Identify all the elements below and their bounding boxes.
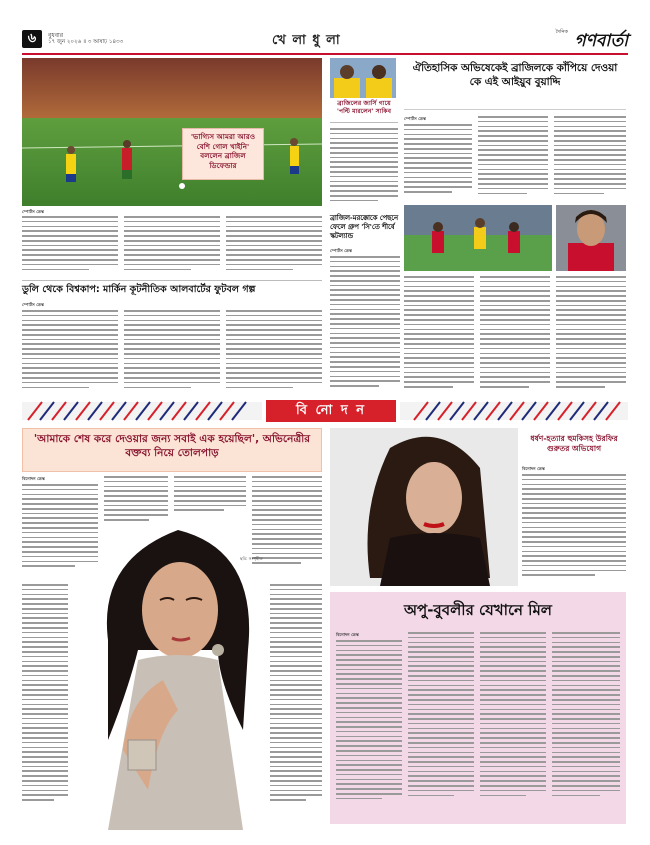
diplomat-headline: ডুলি থেকে বিশ্বকাপ: মার্কিন কূটনীতিক আলবার্টের ফুটবল গল্প xyxy=(22,284,256,295)
actress-byline: বিনোদন ডেস্ক xyxy=(22,476,45,481)
opu-bubli-box xyxy=(330,592,626,824)
sakib-photo xyxy=(330,58,396,98)
sakib-rule xyxy=(330,122,398,123)
stadium-image xyxy=(22,58,322,206)
buaddi-body-col1 xyxy=(404,124,472,202)
entertainment-banner xyxy=(22,400,628,422)
lead-body-col3 xyxy=(226,216,322,276)
buaddi-action-photo xyxy=(404,205,552,271)
lead-quote-text: 'ভাগ্যিস আমরা আরও বেশি গোল খাইনি' বললেন ব্রাজিল ডিফেন্ডার xyxy=(190,132,256,170)
buaddi-cont-col3 xyxy=(556,276,626,394)
buaddi-portrait xyxy=(556,205,626,271)
opu-bubli-byline: বিনোদন ডেস্ক xyxy=(336,632,359,637)
actress-image xyxy=(68,500,268,830)
scotland-headline: ব্রাজিল-মরক্কোকে পেছনে ফেলে গ্রুপ 'সি'তে শীর্ষে স্কটল্যান্ড xyxy=(330,214,399,240)
diplomat-body-col1 xyxy=(22,310,118,394)
urfi-headline: ধর্ষণ-হত্যার হুমকিসহ উরফির গুরুতর অভিযোগ xyxy=(530,434,618,453)
buaddi-body-col3 xyxy=(554,116,626,202)
issue-date: ১৭ জুন ২০২৬ ॥ ৩ আষাঢ় ১৪৩৩ xyxy=(48,39,124,45)
diplomat-byline: স্পোর্টস ডেস্ক xyxy=(22,302,45,307)
section-title: খে লা ধু লা xyxy=(272,33,341,48)
sports-bottom-rule xyxy=(22,280,322,281)
page-number-badge: ৬ xyxy=(22,30,42,48)
page-header xyxy=(22,28,628,52)
urfi-photo xyxy=(330,428,518,586)
urfi-image xyxy=(330,428,518,586)
lead-byline: স্পোর্টস ডেস্ক xyxy=(22,209,45,214)
players-image xyxy=(330,58,396,98)
issue-day: বুধবার xyxy=(48,32,64,39)
buaddi-cont-col2 xyxy=(480,276,550,394)
sakib-caption: ব্রাজিলের জার্সি গায়ে 'পল্টি মারলেন' সাকিব xyxy=(336,100,392,115)
buaddi-headline-box xyxy=(404,60,626,110)
brand-logo: গণবার্তা xyxy=(574,31,628,51)
urfi-body-col1 xyxy=(522,474,626,586)
lead-body-col1 xyxy=(22,216,118,276)
lead-body-col2 xyxy=(124,216,220,276)
scotland-body xyxy=(330,256,400,396)
opu-bubli-body-col3 xyxy=(480,632,546,818)
match-action-image xyxy=(404,205,552,271)
diplomat-body-col3 xyxy=(226,310,322,394)
opu-bubli-body-col2 xyxy=(408,632,474,818)
actress-headline-box xyxy=(22,428,322,472)
banner-title: বি নো দ ন xyxy=(296,403,366,418)
buaddi-body-col2 xyxy=(478,116,548,202)
opu-bubli-body-col1 xyxy=(336,640,402,818)
lead-quote-box xyxy=(182,128,264,180)
opu-bubli-headline: অপু-বুবলীর যেখানে মিল xyxy=(404,601,552,619)
header-rule xyxy=(22,53,628,55)
buaddi-byline: স্পোর্টস ডেস্ক xyxy=(404,116,427,121)
diplomat-body-col2 xyxy=(124,310,220,394)
scotland-byline: স্পোর্টস ডেস্ক xyxy=(330,248,353,253)
urfi-byline: বিনোদন ডেস্ক xyxy=(522,466,545,471)
actress-side-text-right xyxy=(270,584,322,824)
actress-photo-caption: ছবি: সংগৃহীত xyxy=(240,556,263,561)
sakib-body xyxy=(330,128,398,208)
actress-headline: 'আমাকে শেষ করে দেওয়ার জন্য সবাই এক হয়েছিল', অভিনেত্রীর বক্তব্য নিয়ে তোলপাড় xyxy=(33,433,311,459)
actress-side-text-left xyxy=(22,584,68,824)
lead-match-photo xyxy=(22,58,322,206)
brand-tagline: দৈনিক xyxy=(555,29,568,35)
actress-photo xyxy=(68,500,268,830)
buaddi-cont-col1 xyxy=(404,276,474,394)
player-portrait-image xyxy=(556,205,626,271)
opu-bubli-body-col4 xyxy=(552,632,620,818)
buaddi-headline: ঐতিহাসিক অভিষেকেই ব্রাজিলকে কাঁপিয়ে দেওয়া কে এই আইয়ুব বুয়াদ্দি xyxy=(412,62,618,88)
